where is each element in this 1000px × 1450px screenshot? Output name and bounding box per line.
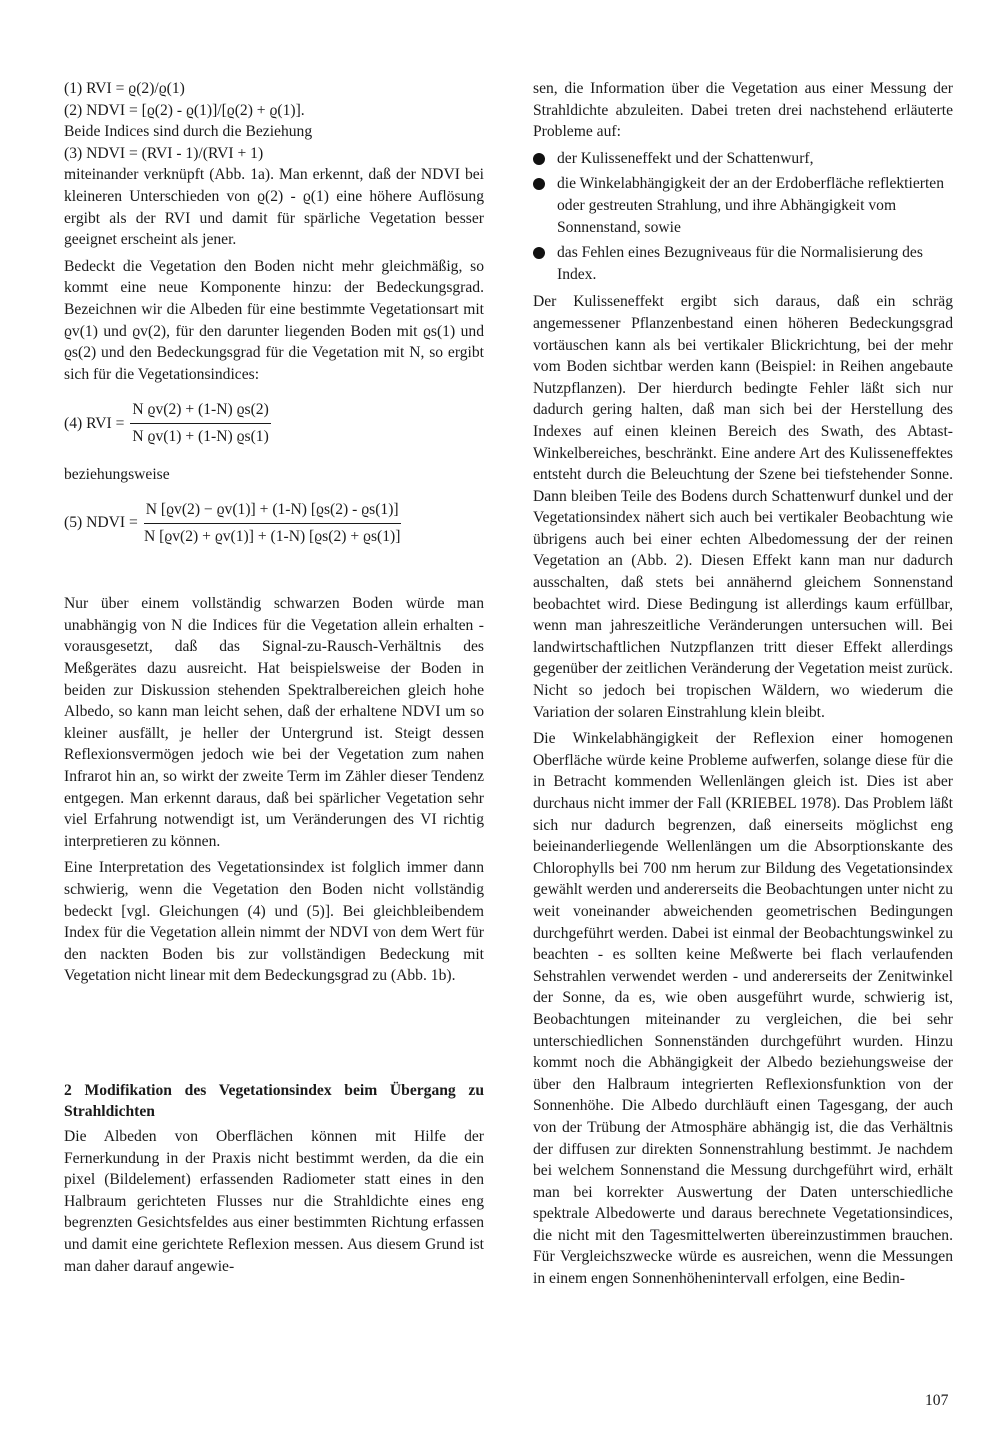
problem-list — [533, 148, 953, 286]
list-item: die Winkelabhängigkeit der an der Erdoberfläche reflektierten oder gestreuten Strahlung, und ihre Abhängigkeit vom Sonnenstand, sowie — [533, 173, 953, 238]
bullet-icon — [533, 178, 545, 190]
paragraph-scenery-effect: Der Kulisseneffekt ergibt sich daraus, daß ein schräg angemessener Pflanzenbestand einen höheren Bedeckungsgrad vortäuschen kann als bei vertikaler Blickrichtung, bei der mehr vom Boden sichtbar werden kann (Beispiel: in Reihen angebaute Nutzpflanzen). Der hierdurch bedingte Fehler läßt sich nur dadurch gering halten, daß man sich bei der Herstellung des Indexes auf einen kleinen Bereich des Swath, des Abtast-Winkelbereiches, beschränkt. Eine andere Art des Kulisseneffektes entsteht durch die Beleuchtung der Szene bei tiefstehender Sonne. Dann bleiben Teile des Bodens durch Schattenwurf dunkel und der Vegetationsindex nähert sich auch bei vertikaler Beobachtung wie übrigens auch bei einer echten Albedomessung der der reinen Vegetation an (Abb. 2). Diesen Effekt kann man nur dadurch ausschalten, daß stets bei annähernd gleichem Sonnenstand beobachtet wird. Diese Bedingung ist allerdings kaum erfüllbar, wenn man jahreszeitliche Veränderungen untersuchen will. Bei landwirtschaftlichen Nutzpflanzen tritt dieser Effekt allerdings gegenüber der zeitlichen Veränderung der Vegetation meist zurück. Nicht so jedoch bei tropischen Wäldern, wo wiederum die Variation der solaren Einstrahlung klein bleibt. — [533, 293, 953, 721]
paragraph-interpretation: Eine Interpretation des Vegetationsindex ist folglich immer dann schwierig, wenn die Vegetation den Boden nicht vollständig bedeckt [vgl. Gleichungen (4) und (5)]. Bei gleichbleibendem Index für die Vegetation allein nimmt der NDVI von dem Wert für den nackten Boden bis zur vollständigen Bedeckung mit Vegetation nicht linear mit dem Bedeckungsgrad zu (Abb. 1b). — [64, 859, 484, 985]
equation-intro: Beide Indices sind durch die Beziehung — [64, 123, 313, 141]
equation-5-fraction — [144, 499, 401, 547]
left-column — [64, 78, 484, 1282]
paragraph-problems-intro: sen, die Information über die Vegetation aus einer Messung der Strahldichte abzuleiten. Dabei treten drei nachstehend erläuterte Probleme auf: — [533, 80, 953, 141]
equation-1: (1) RVI = ϱ(2)/ϱ(1) — [64, 80, 185, 97]
bullet-icon — [533, 247, 545, 259]
list-item: das Fehlen eines Bezugniveaus für die Normalisierung des Index. — [533, 242, 953, 285]
equation-5-label: (5) NDVI = — [64, 514, 138, 532]
page-number: 107 — [925, 1392, 949, 1409]
equation-5-denominator: N [ϱv(2) + ϱv(1)] + (1-N) [ϱs(2) + ϱs(1)] — [143, 527, 401, 545]
equation-4 — [64, 399, 484, 447]
equation-5 — [64, 499, 484, 547]
list-item: der Kulisseneffekt und der Schattenwurf, — [533, 148, 953, 170]
beziehungsweise-text: beziehungsweise — [64, 465, 170, 483]
equation-4-label: (4) RVI = — [64, 414, 125, 432]
paragraph-black-soil: Nur über einem vollständig schwarzen Boden würde man unabhängig von N die Indices für die Vegetation allein erhalten - vorausgesetzt, daß das Signal-zu-Rausch-Verhältnis des Meßgerätes dazu ausreicht. Hat beispielsweise der Boden in beiden zur Diskussion stehenden Spektralbereichen gleich hohe Albedo, so kann man leicht sehen, daß der erhaltene NDVI um so kleiner ausfällt, je heller der Untergrund ist. Steigt dessen Reflexionsvermögen jedoch wie bei der Vegetation zum nahen Infrarot hin an, so wirkt der zweite Term im Zähler dieser Tendenz entgegen. Man erkennt daraus, daß bei spärlicher Vegetation sehr viel Erfahrung notwendigt ist, um Veränderungen des VI richtig interpretieren zu können. — [64, 595, 484, 850]
equation-5-numerator: N [ϱv(2) − ϱv(1)] + (1-N) [ϱs(2) - ϱs(1)] — [144, 499, 401, 524]
equation-4-numerator: N ϱv(2) + (1-N) ϱs(2) — [130, 399, 270, 424]
equation-4-fraction — [130, 399, 270, 447]
equation-3: (3) NDVI = (RVI - 1)/(RVI + 1) — [64, 144, 264, 162]
right-column — [533, 78, 953, 1295]
paragraph-ndvi-resolution: miteinander verknüpft (Abb. 1a). Man erkennt, daß der NDVI bei kleineren Unterschieden von ϱ(2) - ϱ(1) eine höhere Auflösung ergibt als der RVI und damit für spärliche Vegetation besser geeignet erscheint als jener. — [64, 166, 484, 249]
paragraph-radiance: Die Albeden von Oberflächen können mit Hilfe der Fernerkundung in der Praxis nicht bestimmt werden, da die ein pixel (Bildelement) erfassenden Radiometer statt eines in den Halbraum gerichteten Flusses nur die Strahldichte eines eng begrenzten Gesichtsfeldes aus einer bestimmten Richtung erfassen und damit eine gerichtete Reflexion messen. Aus diesem Grund ist man daher darauf angewie- — [64, 1127, 484, 1275]
equation-2: (2) NDVI = [ϱ(2) - ϱ(1)]/[ϱ(2) + ϱ(1)]. — [64, 101, 305, 119]
equation-4-denominator: N ϱv(1) + (1-N) ϱs(1) — [132, 427, 269, 445]
section-heading: 2 Modifikation des Vegetationsindex beim Übergang zu Strahldichten — [64, 1081, 484, 1120]
paragraph-angle-dependence: Die Winkelabhängigkeit der Reflexion einer homogenen Oberfläche würde keine Probleme aufwerfen, solange diese für die in Betracht kommenden Wellenlängen gleich ist. Dies ist aber durchaus nicht immer der Fall (KRIEBEL 1978). Das Problem läßt sich nur dadurch begrenzen, daß einerseits möglichst eng beieinanderliegende Wellenlängen um die Absorptionskante des Chlorophylls bei 700 nm herum zur Bildung des Vegetationsindex gewählt werden und andererseits die Beobachtungen unter nicht zu weit voneinander abweichenden geometrischen Bedingungen durchgeführt werden. Dabei ist einmal der Beobachtungswinkel zu beachten - es sollten keine Meßwerte bei flach verlaufenden Sehstrahlen verwendet werden - und andererseits der Zenitwinkel der Sonne, da es, wie oben ausgeführt wurde, schwierig ist, Beobachtungen miteinander zu vergleichen, die bei sehr unterschiedlichen Sonnenständen durchgeführt wurden. Hinzu kommt noch die Abhängigkeit der Albedo beziehungsweise der über den Halbraum integrierten Reflexionsfunktion von der Sonnenhöhe. Die Albedo durchläuft einen Tagesgang, der auch von der Trübung der Atmosphäre abhängig ist, die das Verhältnis der diffusen zur direkten Sonnenstrahlung bestimmt. Je nachdem bei welchem Sonnenstand die Messung durchgeführt wird, erhält man bei korrekter Auswertung der Daten unterschiedliche spektrale Albedowerte und daraus berechnete Vegetationsindices, die nicht mit den Tagesmittelwerten übereinzustimmen brauchen. Für Vergleichszwecke würde es ausreichen, wenn die Messungen in einem engen Sonnenhöhenintervall erfolgen, eine Bedin- — [533, 730, 953, 1288]
paragraph-coverage: Bedeckt die Vegetation den Boden nicht mehr gleichmäßig, so kommt eine neue Komponente hinzu: der Bedeckungsgrad. Bezeichnen wir die Albeden für eine bestimmte Vegetationsart mit ϱv(1) und ϱv(2), für den darunter liegenden Boden mit ϱs(1) und ϱs(2) und den Bedeckungsgrad für die Vegetation mit N, so ergibt sich für die Vegetationsindices: — [64, 257, 484, 383]
bullet-icon — [533, 153, 545, 165]
